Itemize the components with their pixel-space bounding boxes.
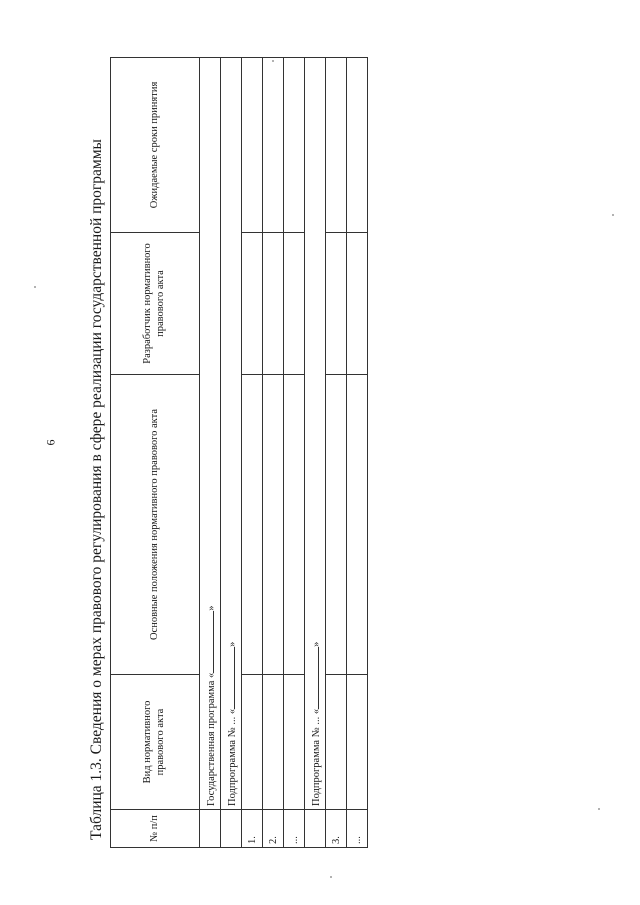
cell-empty [284, 233, 305, 375]
table-row [284, 58, 305, 848]
header-num: № п/п [111, 810, 200, 848]
row-num: ... [347, 810, 368, 848]
cell-empty [326, 233, 347, 375]
cell-empty [305, 810, 326, 848]
cell-empty [221, 810, 242, 848]
row-num: 1. [242, 810, 263, 848]
program-suffix: » [206, 605, 217, 611]
header-developer: Разработчик нормативного правового акта [111, 233, 200, 375]
cell-empty [242, 675, 263, 810]
subprogram-2-suffix: » [311, 641, 322, 647]
program-cell [200, 58, 221, 810]
cell-empty [326, 675, 347, 810]
cell-empty [263, 375, 284, 675]
cell-empty [347, 58, 368, 233]
header-deadline: Ожидаемые сроки принятия [111, 58, 200, 233]
cell-empty [242, 58, 263, 233]
subprogram-1-blank [224, 647, 235, 709]
page-number: 6 [43, 439, 58, 446]
header-kind: Вид нормативного правового акта [111, 675, 200, 810]
scan-speck [34, 286, 36, 288]
subprogram-2-blank [308, 647, 319, 709]
row-num: 2. [263, 810, 284, 848]
table-header-row [111, 58, 200, 848]
cell-empty [284, 375, 305, 675]
scan-speck [272, 60, 274, 62]
row-num: ... [284, 810, 305, 848]
cell-empty [347, 675, 368, 810]
subprogram-1-prefix: Подпрограмма № ... « [227, 708, 238, 806]
cell-empty [263, 58, 284, 233]
cell-empty [263, 675, 284, 810]
legal-measures-table [110, 57, 368, 848]
cell-empty [242, 375, 263, 675]
header-provisions: Основные положения нормативного правового акта [111, 375, 200, 675]
table-row [347, 58, 368, 848]
row-num: 3. [326, 810, 347, 848]
table-row-program [200, 58, 221, 848]
cell-empty [284, 58, 305, 233]
cell-empty [347, 375, 368, 675]
subprogram-2-prefix: Подпрограмма № ... « [311, 708, 322, 806]
table-row-subprogram-2 [305, 58, 326, 848]
cell-empty [326, 375, 347, 675]
cell-empty [263, 233, 284, 375]
program-name-blank [203, 611, 214, 673]
scan-speck [612, 214, 614, 216]
program-prefix: Государственная программа « [206, 672, 217, 806]
table-row [263, 58, 284, 848]
rotated-content [84, 58, 363, 848]
cell-empty [200, 810, 221, 848]
scan-speck [598, 808, 600, 810]
cell-empty [326, 58, 347, 233]
cell-empty [347, 233, 368, 375]
scan-speck [330, 876, 332, 878]
table-caption: Таблица 1.3. Сведения о мерах правового регулирования в сфере реализации государственной программы [88, 139, 105, 840]
subprogram-2-cell [305, 58, 326, 810]
cell-empty [242, 233, 263, 375]
table-row [242, 58, 263, 848]
table-row [326, 58, 347, 848]
subprogram-1-suffix: » [227, 641, 238, 647]
table-row-subprogram-1 [221, 58, 242, 848]
cell-empty [284, 675, 305, 810]
subprogram-1-cell [221, 58, 242, 810]
